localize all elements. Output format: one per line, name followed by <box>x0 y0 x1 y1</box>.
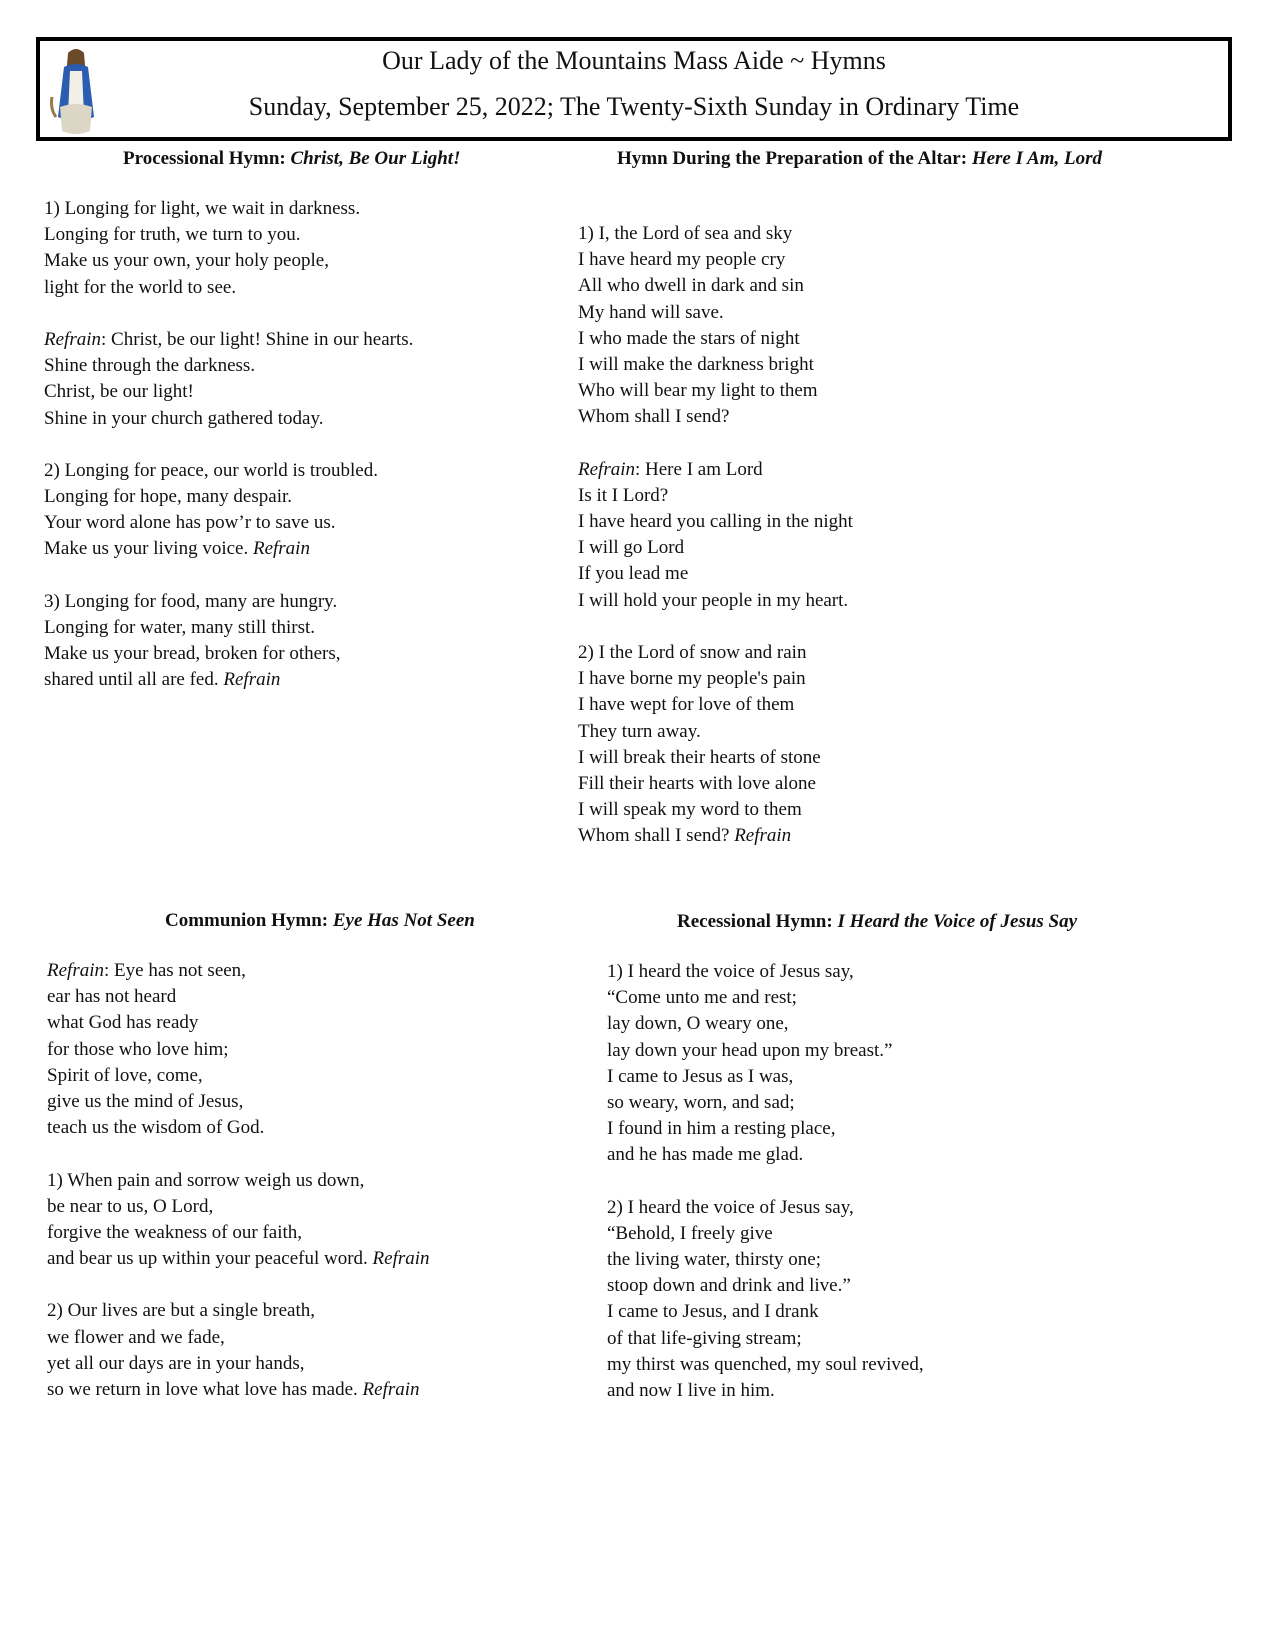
lyric-line: Longing for hope, many despair. <box>44 486 293 508</box>
lyric-line: Longing for truth, we turn to you. <box>44 224 301 246</box>
preparation-lyrics <box>578 221 853 850</box>
recessional-label: Recessional Hymn: <box>677 911 838 932</box>
processional-lyrics <box>44 196 413 694</box>
preparation-name: Here I Am, Lord <box>971 148 1102 169</box>
refrain-tag: Refrain <box>362 1379 420 1400</box>
lyric-line: yet all our days are in your hands, <box>47 1352 305 1374</box>
lyric-line: I came to Jesus, and I drank <box>607 1301 819 1323</box>
lyric-line: 2) I heard the voice of Jesus say, <box>607 1196 854 1218</box>
lyric-line: I came to Jesus as I was, <box>607 1065 794 1087</box>
lyric-line: 1) When pain and sorrow weigh us down, <box>47 1169 365 1191</box>
refrain-line: Refrain: Here I am Lord <box>578 458 763 480</box>
lyric-line: and bear us up within your peaceful word. Refrain <box>47 1248 430 1270</box>
lyric-line: Shine in your church gathered today. <box>44 407 324 429</box>
lyric-line: lay down your head upon my breast.” <box>607 1039 893 1061</box>
lyric-line: so weary, worn, and sad; <box>607 1091 795 1113</box>
lyric-line: I have wept for love of them <box>578 694 795 716</box>
lyric-line: 3) Longing for food, many are hungry. <box>44 590 338 612</box>
refrain-line: Refrain: Eye has not seen, <box>47 960 246 981</box>
lyric-line: I found in him a resting place, <box>607 1118 836 1140</box>
lyric-line: 2) Longing for peace, our world is troubled. <box>44 459 378 481</box>
lyric-line: Spirit of love, come, <box>47 1064 203 1086</box>
lyric-line: and now I live in him. <box>607 1380 775 1401</box>
lyric-line: 1) I heard the voice of Jesus say, <box>607 961 854 982</box>
communion-label: Communion Hymn: <box>165 910 333 931</box>
header-box <box>36 37 1232 141</box>
lyric-line: Whom shall I send? Refrain <box>578 825 792 847</box>
lyric-line: stoop down and drink and live.” <box>607 1275 851 1297</box>
lyric-line: 1) I, the Lord of sea and sky <box>578 223 793 244</box>
preparation-hymn-title <box>617 148 1102 170</box>
lyric-line: so we return in love what love has made. Refrain <box>47 1379 420 1400</box>
lyric-line: Fill their hearts with love alone <box>578 772 816 794</box>
lyric-line: what God has ready <box>47 1012 199 1034</box>
lyric-line: Make us your bread, broken for others, <box>44 643 341 665</box>
refrain-tag: Refrain <box>372 1248 430 1270</box>
lyric-line: lay down, O weary one, <box>607 1013 789 1035</box>
lyric-line: Is it I Lord? <box>578 484 669 506</box>
lyric-line: Christ, be our light! <box>44 381 194 403</box>
page-title: Our Lady of the Mountains Mass Aide ~ Hymns <box>382 46 886 75</box>
lyric-line: I have borne my people's pain <box>578 668 806 690</box>
lyric-line: Make us your living voice. Refrain <box>44 538 310 560</box>
lyric-line: 1) Longing for light, we wait in darkness. <box>44 198 361 219</box>
lyric-line: Who will bear my light to them <box>578 380 818 402</box>
lyric-line: Make us your own, your holy people, <box>44 250 329 272</box>
page-subtitle: Sunday, September 25, 2022; The Twenty-Sixth Sunday in Ordinary Time <box>248 92 1020 121</box>
lyric-line: shared until all are fed. Refrain <box>44 669 281 691</box>
lyric-line: my thirst was quenched, my soul revived, <box>607 1353 924 1375</box>
lyric-line: Your word alone has pow’r to save us. <box>44 512 336 534</box>
lyric-line: I will hold your people in my heart. <box>578 589 849 611</box>
refrain-label: Refrain <box>47 960 104 981</box>
refrain-tag: Refrain <box>223 669 281 691</box>
lyric-line: teach us the wisdom of God. <box>47 1117 265 1139</box>
lyric-line: Shine through the darkness. <box>44 355 256 377</box>
lyric-line: I will speak my word to them <box>578 799 802 821</box>
refrain-tag: Refrain <box>734 825 792 847</box>
lyric-line: I have heard my people cry <box>578 249 786 271</box>
preparation-label: Hymn During the Preparation of the Altar: <box>617 148 972 169</box>
lyric-line: forgive the weakness of our faith, <box>47 1221 303 1243</box>
lyric-line: I will go Lord <box>578 537 685 559</box>
lyric-line: If you lead me <box>578 563 689 585</box>
lyric-line: I have heard you calling in the night <box>578 511 853 533</box>
recessional-lyrics <box>607 959 924 1404</box>
refrain-label: Refrain <box>44 328 101 350</box>
lyric-line: I will break their hearts of stone <box>578 746 821 768</box>
lyric-line: “Behold, I freely give <box>607 1222 773 1244</box>
lyric-line: for those who love him; <box>47 1038 229 1060</box>
communion-name: Eye Has Not Seen <box>332 910 475 931</box>
recessional-name: I Heard the Voice of Jesus Say <box>837 911 1078 932</box>
lyric-line: the living water, thirsty one; <box>607 1249 822 1271</box>
refrain-label: Refrain <box>578 458 635 480</box>
refrain-tag: Refrain <box>252 538 310 560</box>
recessional-hymn-title <box>677 911 1077 933</box>
lyric-line: ear has not heard <box>47 986 177 1008</box>
lyric-line: I will make the darkness bright <box>578 353 814 375</box>
communion-hymn-title <box>165 910 475 932</box>
lyric-line: 2) Our lives are but a single breath, <box>47 1300 316 1322</box>
lyric-line: My hand will save. <box>578 301 724 323</box>
lyric-line: of that life-giving stream; <box>607 1327 802 1349</box>
lyric-line: and he has made me glad. <box>607 1144 804 1166</box>
lyric-line: I who made the stars of night <box>578 327 800 349</box>
lyric-line: we flower and we fade, <box>47 1326 225 1348</box>
processional-name: Christ, Be Our Light! <box>290 148 461 169</box>
lyric-line: Whom shall I send? <box>578 406 730 428</box>
lyric-line: Longing for water, many still thirst. <box>44 617 316 638</box>
lyric-line: They turn away. <box>578 720 701 742</box>
lyric-line: “Come unto me and rest; <box>607 987 797 1009</box>
processional-label: Processional Hymn: <box>123 148 291 169</box>
lyric-line: be near to us, O Lord, <box>47 1195 214 1217</box>
lyric-line: light for the world to see. <box>44 276 237 298</box>
lyric-line: give us the mind of Jesus, <box>47 1090 244 1112</box>
communion-lyrics <box>47 958 430 1403</box>
lyric-line: All who dwell in dark and sin <box>578 275 804 297</box>
processional-hymn-title <box>123 148 460 170</box>
lyric-line: 2) I the Lord of snow and rain <box>578 642 807 663</box>
refrain-line: Refrain: Christ, be our light! Shine in our hearts. <box>44 328 414 350</box>
